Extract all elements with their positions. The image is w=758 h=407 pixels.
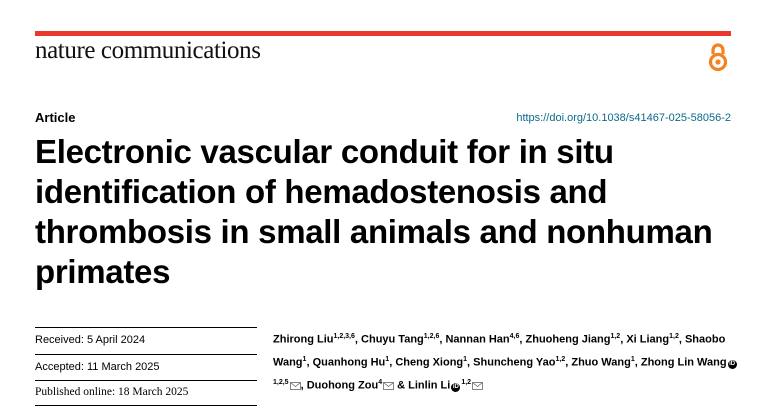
author-list: Zhirong Liu$^{1,2,3,6}$, Chuyu Tang$^{1,2,6}$, Nannan Han$^{4,6}$, Zhuoheng Jiang$^{1,2}$, Xi Liang$^{1,2}$, Shaobo Wang$^1$, Quanhong Hu$^1$, Cheng Xiong$^1$, Shuncheng Yao$^{1,2}$, Zhuo Wang$^1$, Zhong Lin Wang iD$^{1,2,5}$ , Duohong Zou$^4$ & Linlin Li iD$^{1,2}$	[273, 327, 738, 397]
author-affiliation: 1	[463, 356, 468, 364]
received-date: Received: 5 April 2024	[35, 334, 146, 346]
divider	[35, 380, 257, 381]
journal-accent-bar	[35, 31, 731, 36]
author-affiliation: 1	[630, 356, 635, 364]
journal-name[interactable]: nature communications	[35, 37, 261, 64]
divider	[35, 405, 257, 406]
divider	[35, 354, 257, 355]
author-affiliation: 1,2,3,6	[333, 333, 355, 340]
article-type-label: Article	[35, 110, 76, 125]
author-name[interactable]: Duohong Zou	[306, 379, 379, 392]
author-name[interactable]: Nannan Han	[445, 333, 510, 346]
author-affiliation: 1	[385, 356, 390, 364]
author-name[interactable]: Zhong Lin Wang	[640, 356, 727, 369]
email-icon[interactable]	[472, 377, 483, 398]
author-affiliation: 1,2,6	[423, 333, 440, 340]
author-affiliation: 1,2,5	[273, 379, 289, 387]
email-icon[interactable]	[383, 377, 394, 398]
author-name[interactable]: Zhirong Liu	[273, 333, 334, 346]
divider	[35, 327, 257, 328]
orcid-icon[interactable]: iD	[452, 383, 459, 390]
author-name[interactable]: Zhuo Wang	[571, 356, 631, 369]
author-affiliation: 1	[302, 356, 307, 364]
author-name[interactable]: Xi Liang	[626, 333, 670, 346]
author-affiliation: 4,6	[509, 333, 520, 340]
author-name[interactable]: Cheng Xiong	[395, 356, 464, 369]
author-affiliation: 1,2	[555, 356, 566, 364]
author-name[interactable]: Zhuoheng Jiang	[525, 333, 611, 346]
doi-link[interactable]: https://doi.org/10.1038/s41467-025-58056-2	[516, 112, 731, 124]
author-affiliation: 4	[378, 379, 383, 387]
open-access-icon[interactable]	[706, 42, 730, 72]
author-affiliation: 1,2	[669, 333, 679, 340]
accepted-date: Accepted: 11 March 2025	[35, 361, 160, 373]
author-name[interactable]: Quanhong Hu	[312, 356, 386, 369]
article-title: Electronic vascular conduit for in situ identification of hemadostenosis and thrombosis in small animals and nonhuman primates	[35, 133, 713, 290]
author-affiliation: 1,2	[461, 379, 472, 387]
author-name[interactable]: Linlin Li	[408, 379, 451, 392]
email-icon[interactable]	[290, 377, 301, 398]
author-name[interactable]: Shaobo Wang	[273, 333, 726, 369]
orcid-icon[interactable]: iD	[729, 360, 736, 367]
author-name[interactable]: Shuncheng Yao	[473, 356, 556, 369]
published-date: Published online: 18 March 2025	[35, 386, 189, 398]
author-affiliation: 1,2	[610, 333, 621, 340]
author-name[interactable]: Chuyu Tang	[361, 333, 424, 346]
